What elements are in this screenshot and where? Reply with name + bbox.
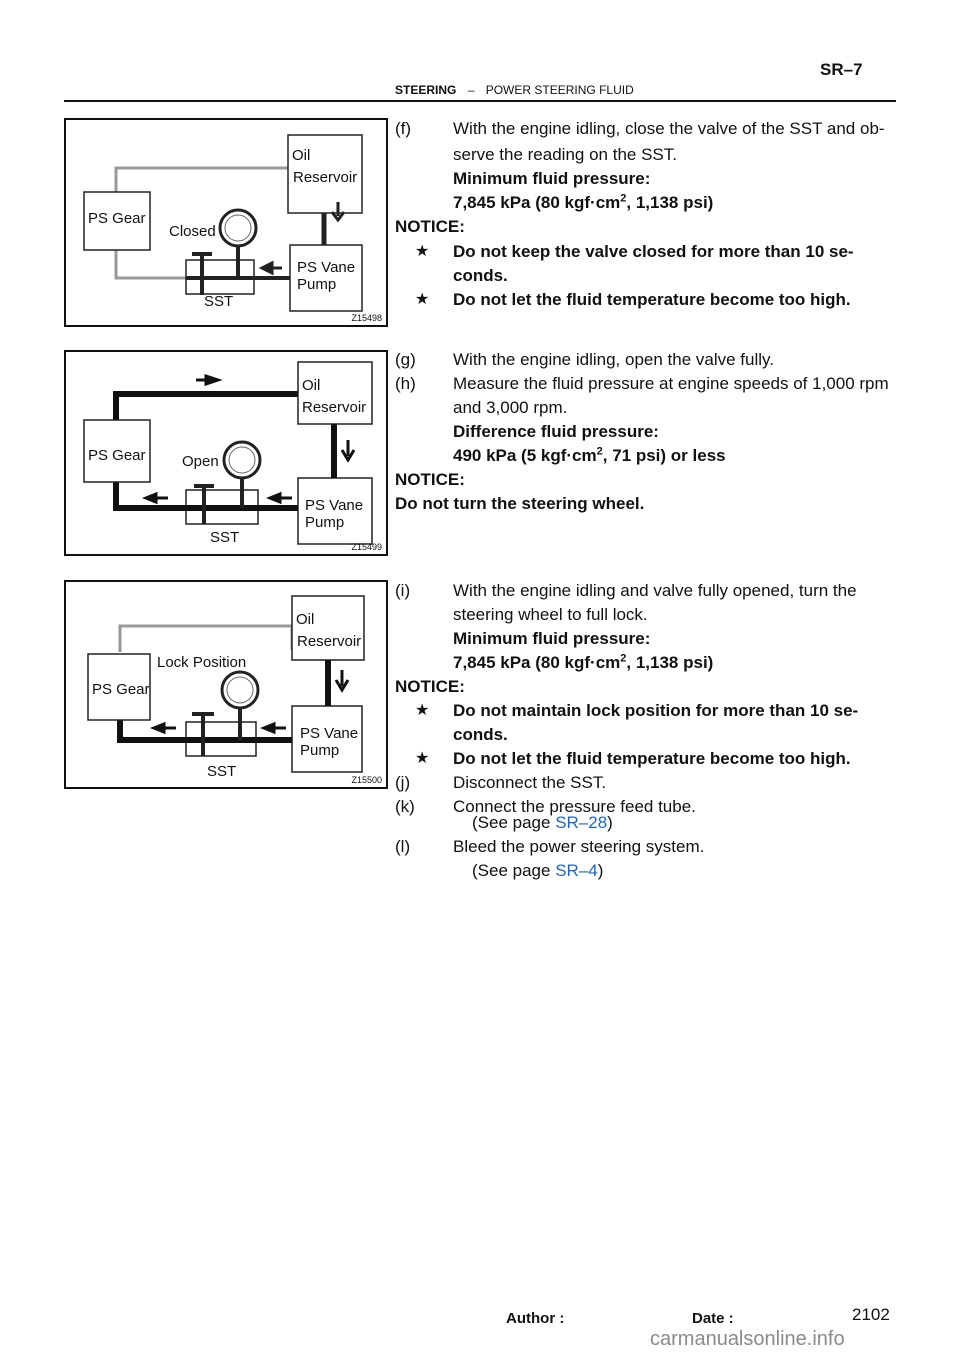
step-h-mark: (h) <box>395 374 416 393</box>
valve-state-label: Lock Position <box>157 654 247 671</box>
step-h-spec-label: Difference fluid pressure: <box>453 422 659 441</box>
return-line <box>116 168 291 192</box>
step-k-see-page: (See page SR–28) <box>472 813 613 832</box>
diagram-closed <box>66 120 386 325</box>
step-g-text: With the engine idling, open the valve fully. <box>453 350 774 369</box>
notice-title: NOTICE: <box>395 217 465 236</box>
notice-text: Do not turn the steering wheel. <box>395 494 645 513</box>
figure-code: Z15498 <box>351 313 382 323</box>
oil-label: Oil <box>296 611 315 628</box>
sst-label: SST <box>204 293 234 310</box>
step-j-mark: (j) <box>395 773 411 792</box>
notice-item-line1: Do not keep the valve closed for more than 10 se- <box>453 242 854 261</box>
reservoir-label: Reservoir <box>297 633 362 650</box>
pump-label: Pump <box>297 276 337 293</box>
footer-date: Date : <box>692 1310 734 1327</box>
step-i-line1: With the engine idling and valve fully opened, turn the <box>453 581 857 600</box>
page-number: 2102 <box>852 1305 890 1324</box>
down-arrow <box>342 440 354 460</box>
header-rule <box>64 100 896 102</box>
step-h-spec-value: 490 kPa (5 $kgf\cdot cm^2$, 71 psi) or less <box>453 445 726 465</box>
notice-item: Do not let the fluid temperature become too high. <box>453 290 851 309</box>
page-code: SR–7 <box>820 60 863 79</box>
watermark: carmanualsonline.info <box>650 1328 845 1350</box>
ps-vane-label: PS Vane <box>300 725 359 742</box>
flow-arrow-top <box>196 376 218 384</box>
step-k-text: Connect the pressure feed tube. <box>453 797 696 816</box>
step-l-text: Bleed the power steering system. <box>453 837 705 856</box>
step-l-mark: (l) <box>395 837 411 856</box>
oil-label: Oil <box>302 377 321 394</box>
notice-item: Do not let the fluid temperature become too high. <box>453 749 851 768</box>
oil-reservoir-box <box>292 596 364 660</box>
reservoir-label: Reservoir <box>302 399 367 416</box>
valve-handle <box>192 252 212 256</box>
footer-author: Author : <box>506 1310 565 1327</box>
section-title: STEERING <box>395 83 457 97</box>
star-icon: ★ <box>415 291 430 308</box>
valve-handle <box>194 484 214 488</box>
star-icon: ★ <box>415 750 430 767</box>
flow-arrow-right <box>270 494 292 502</box>
ps-vane-label: PS Vane <box>297 259 356 276</box>
notice-title: NOTICE: <box>395 470 465 489</box>
step-i-mark: (i) <box>395 581 411 600</box>
link-sr-4[interactable]: SR–4 <box>555 861 598 880</box>
step-f-line1: With the engine idling, close the valve of the SST and ob- <box>453 119 885 138</box>
notice-item-line2: conds. <box>453 725 508 744</box>
sst-label: SST <box>207 763 237 780</box>
flow-arrow-left <box>146 494 168 502</box>
star-icon: ★ <box>415 243 430 260</box>
sst-label: SST <box>210 529 240 546</box>
step-f-line2: serve the reading on the SST. <box>453 145 677 164</box>
section-header <box>395 83 634 97</box>
step-h-line2: and 3,000 rpm. <box>453 398 568 417</box>
ps-gear-label: PS Gear <box>88 447 146 464</box>
ps-gear-label: PS Gear <box>88 210 146 227</box>
figure-code: Z15500 <box>351 775 382 785</box>
subsection-title: POWER STEERING FLUID <box>485 83 634 97</box>
step-i-line2: steering wheel to full lock. <box>453 605 648 624</box>
step-f-spec-value: 7,845 kPa (80 $kgf\cdot cm^2$, 1,138 psi) <box>453 192 714 212</box>
step-j-text: Disconnect the SST. <box>453 773 607 792</box>
link-sr-28[interactable]: SR–28 <box>555 813 608 832</box>
flow-arrow-left <box>154 724 176 732</box>
star-icon: ★ <box>415 702 430 719</box>
return-line <box>116 394 301 422</box>
step-g-mark: (g) <box>395 350 416 369</box>
diagram-lock <box>66 582 386 787</box>
step-l-see-page: (See page SR–4) <box>472 861 604 880</box>
figure-valve-open <box>64 350 388 556</box>
oil-label: Oil <box>292 147 311 164</box>
notice-item-line2: conds. <box>453 266 508 285</box>
flow-arrow-right <box>264 724 286 732</box>
step-k-mark: (k) <box>395 797 415 816</box>
notice-item-line1: Do not maintain lock position for more than 10 se- <box>453 701 859 720</box>
valve-state-label: Open <box>182 453 219 470</box>
flow-arrow <box>262 263 282 273</box>
valve-state-label: Closed <box>169 223 216 240</box>
pump-label: Pump <box>300 742 340 759</box>
step-f-spec-label: Minimum fluid pressure: <box>453 169 651 188</box>
notice-title: NOTICE: <box>395 677 465 696</box>
figure-lock-position <box>64 580 388 789</box>
down-arrow <box>336 670 348 690</box>
figure-valve-closed <box>64 118 388 327</box>
step-f-mark: (f) <box>395 119 412 138</box>
step-i-spec-value: 7,845 kPa (80 $kgf\cdot cm^2$, 1,138 psi) <box>453 652 714 672</box>
return-line <box>120 626 292 652</box>
diagram-open <box>66 352 386 554</box>
reservoir-label: Reservoir <box>293 169 358 186</box>
ps-gear-label: PS Gear <box>92 681 150 698</box>
feed-line-gear <box>116 250 186 278</box>
step-h-line1: Measure the fluid pressure at engine speeds of 1,000 rpm <box>453 374 889 393</box>
valve-handle <box>192 712 214 716</box>
step-i-spec-label: Minimum fluid pressure: <box>453 629 651 648</box>
figure-code: Z15499 <box>351 542 382 552</box>
pump-label: Pump <box>305 514 345 531</box>
ps-vane-label: PS Vane <box>305 497 364 514</box>
header-dash: – <box>467 83 475 97</box>
